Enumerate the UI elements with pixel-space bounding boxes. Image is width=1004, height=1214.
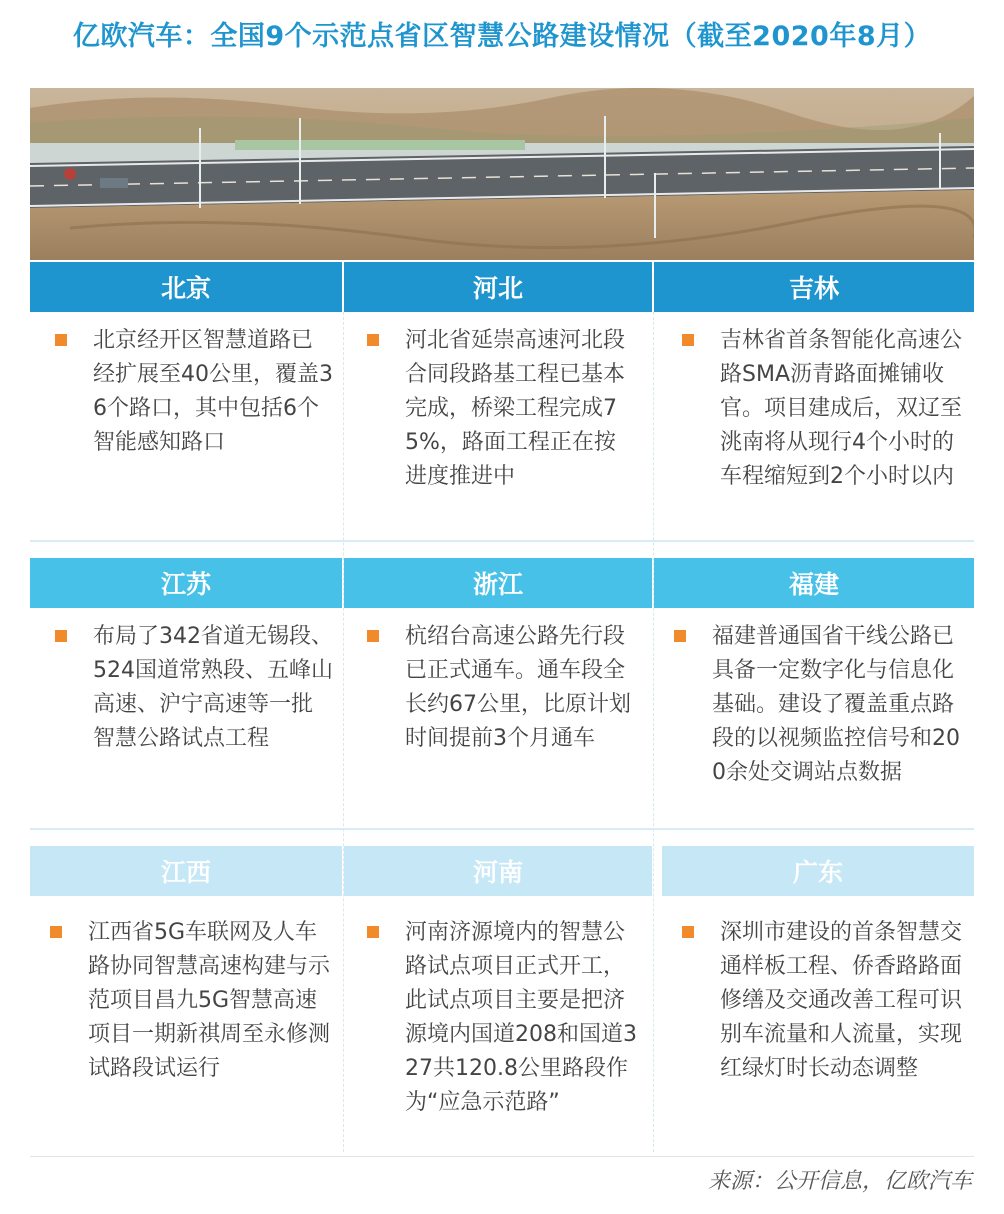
region-description: 布局了342省道无锡段、524国道常熟段、五峰山高速、沪宁高速等一批智慧公路试点工程 [93, 624, 333, 751]
region-description: 杭绍台高速公路先行段已正式通车。通车段全长约67公里，比原计划时间提前3个月通车 [405, 624, 631, 751]
region-header-jilin: 吉林 [654, 262, 974, 312]
region-cell-henan [367, 916, 639, 1120]
region-cell-jiangsu [55, 620, 333, 756]
region-description: 深圳市建设的首条智慧交通样板工程、侨香路路面修缮及交通改善工程可识别车流量和人流量，实现红绿灯时长动态调整 [720, 920, 963, 1081]
column-divider [343, 312, 344, 1152]
region-cell-guangdong [682, 916, 962, 1086]
footer-divider [30, 1156, 974, 1157]
region-header-zhejiang: 浙江 [344, 558, 652, 608]
row-divider [30, 540, 974, 542]
bullet-icon [367, 334, 379, 346]
region-header-fujian: 福建 [654, 558, 974, 608]
column-divider [653, 312, 654, 1152]
region-description: 北京经开区智慧道路已经扩展至40公里，覆盖36个路口，其中包括6个智能感知路口 [93, 328, 333, 455]
bullet-icon [55, 630, 67, 642]
region-cell-hebei [367, 324, 635, 494]
region-header-jiangxi: 江西 [30, 846, 342, 896]
bullet-icon [682, 926, 694, 938]
highway-banner-image [30, 88, 974, 260]
bullet-icon [55, 334, 67, 346]
region-description: 河北省延崇高速河北段合同段路基工程已基本完成，桥梁工程完成75%，路面工程正在按进度推进中 [405, 328, 626, 489]
region-cell-zhejiang [367, 620, 639, 756]
bullet-icon [682, 334, 694, 346]
region-description: 江西省5G车联网及人车路协同智慧高速构建与示范项目昌九5G智慧高速项目一期新祺周至永修测试路段试运行 [88, 920, 331, 1081]
region-cell-jiangxi [50, 916, 335, 1086]
page-title: 亿欧汽车：全国9个示范点省区智慧公路建设情况（截至2020年8月） [72, 21, 932, 52]
region-description: 河南济源境内的智慧公路试点项目正式开工，此试点项目主要是把济源境内国道208和国道327共120.8公里路段作为“应急示范路” [405, 920, 637, 1115]
region-header-henan: 河南 [344, 846, 652, 896]
bullet-icon [50, 926, 62, 938]
region-cell-jilin [682, 324, 962, 494]
region-cell-fujian [674, 620, 964, 790]
row-divider [30, 828, 974, 830]
region-description: 福建普通国省干线公路已具备一定数字化与信息化基础。建设了覆盖重点路段的以视频监控信号和200余处交调站点数据 [712, 624, 960, 785]
source-note: 来源：公开信息，亿欧汽车 [707, 1169, 972, 1194]
region-header-beijing: 北京 [30, 262, 342, 312]
region-cell-beijing [55, 324, 333, 460]
bullet-icon [367, 926, 379, 938]
region-description: 吉林省首条智能化高速公路SMA沥青路面摊铺收官。项目建成后，双辽至洮南将从现行4个小时的车程缩短到2个小时以内 [720, 328, 963, 489]
bullet-icon [367, 630, 379, 642]
region-header-guangdong: 广东 [662, 846, 974, 896]
region-header-jiangsu: 江苏 [30, 558, 342, 608]
bullet-icon [674, 630, 686, 642]
region-header-hebei: 河北 [344, 262, 652, 312]
